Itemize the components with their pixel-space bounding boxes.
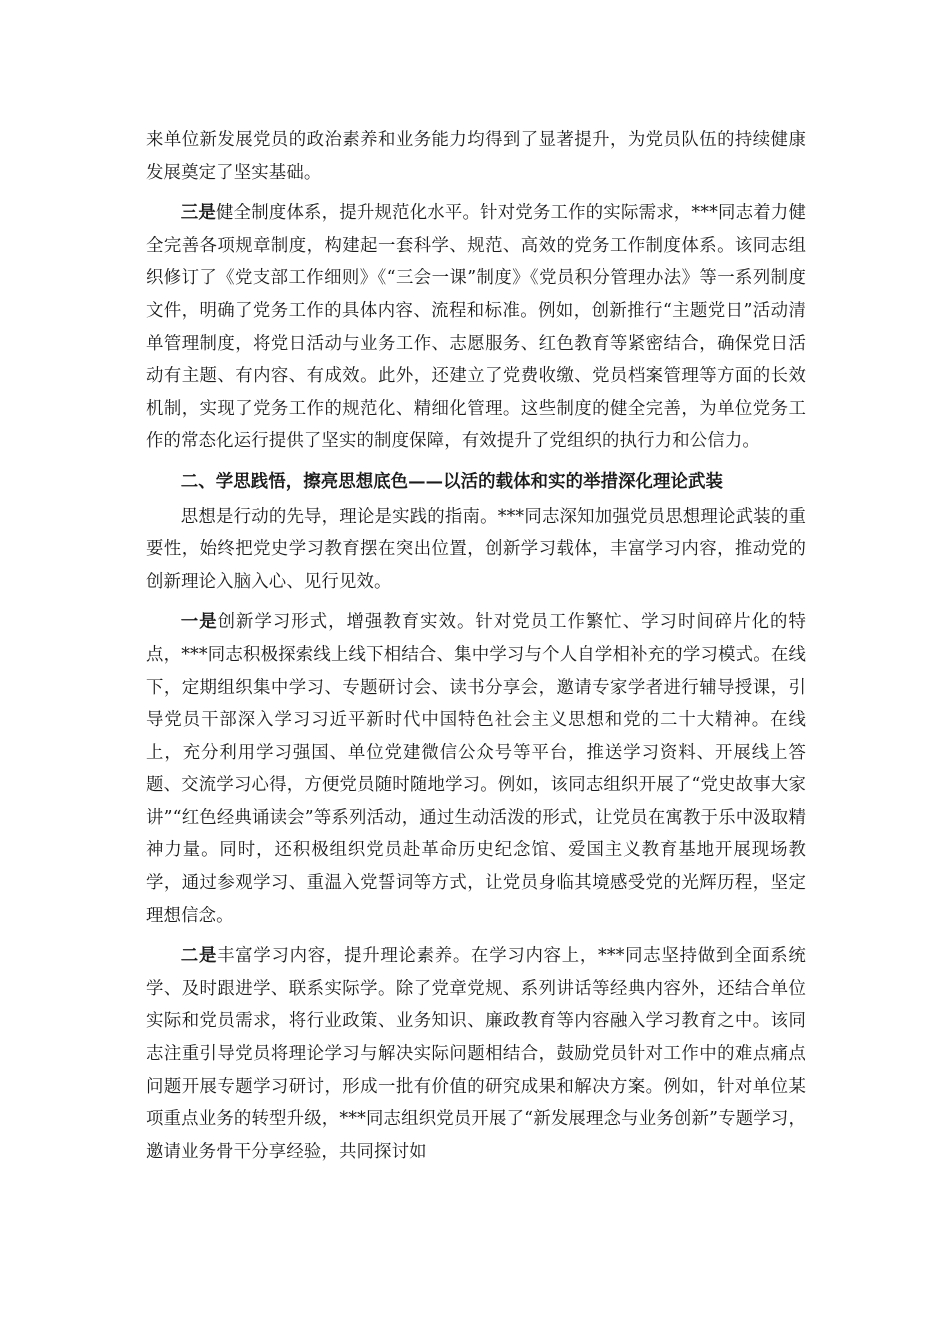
paragraph-intro: 思想是行动的先导，理论是实践的指南。***同志深知加强党员思想理论武装的重要性，始终把党史学习教育摆在突出位置，创新学习载体，丰富学习内容，推动党的创新理论入脑入心、见行见效。 <box>146 506 806 592</box>
paragraph-lead: 一是 <box>180 612 218 633</box>
paragraph-body: 健全制度体系，提升规范化水平。针对党务工作的实际需求，***同志着力健全完善各项规章制度，构建起一套科学、规范、高效的党务工作制度体系。该同志组织修订了《党支部工作细则》《“三会一课”制度》《党员积分管理办法》等一系列制度文件，明确了党务工作的具体内容、流程和标准。例如，创新推行“主题党日”活动清单管理制度，将党日活动与业务工作、志愿服务、红色教育等紧密结合，确保党日活动有主题、有内容、有成效。此外，还建立了党费收缴、党员档案管理等方面的长效机制，实现了党务工作的规范化、精细化管理。这些制度的健全完善，为单位党务工作的常态化运行提供了坚实的制度保障，有效提升了党组织的执行力和公信力。 <box>146 203 806 452</box>
paragraph-learning-forms <box>146 606 806 932</box>
paragraph-continuation: 来单位新发展党员的政治素养和业务能力均得到了显著提升，为党员队伍的持续健康发展奠定了坚实基础。 <box>146 130 806 183</box>
paragraph-lead: 三是 <box>180 203 217 224</box>
paragraph-body: 创新学习形式，增强教育实效。针对党员工作繁忙、学习时间碎片化的特点，***同志积极探索线上线下相结合、集中学习与个人自学相补充的学习模式。在线下，定期组织集中学习、专题研讨会、读书分享会，邀请专家学者进行辅导授课，引导党员干部深入学习习近平新时代中国特色社会主义思想和党的二十大精神。在线上，充分利用学习强国、单位党建微信公众号等平台，推送学习资料、开展线上答题、交流学习心得，方便党员随时随地学习。例如，该同志组织开展了“党史故事大家讲”“红色经典诵读会”等系列活动，通过生动活泼的形式，让党员在寓教于乐中汲取精神力量。同时，还积极组织党员赴革命历史纪念馆、爱国主义教育基地开展现场教学，通过参观学习、重温入党誓词等方式，让党员身临其境感受党的光辉历程，坚定理想信念。 <box>146 612 806 926</box>
paragraph-learning-content <box>146 940 806 1168</box>
paragraph-system-building <box>146 197 806 458</box>
paragraph-lead: 二是 <box>180 946 218 967</box>
paragraph-body: 丰富学习内容，提升理论素养。在学习内容上，***同志坚持做到全面系统学、及时跟进学、联系实际学。除了党章党规、系列讲话等经典内容外，还结合单位实际和党员需求，将行业政策、业务知识、廉政教育等内容融入学习教育之中。该同志注重引导党员将理论学习与解决实际问题相结合，鼓励党员针对工作中的难点痛点问题开展专题学习研讨，形成一批有价值的研究成果和解决方案。例如，针对单位某项重点业务的转型升级，***同志组织党员开展了“新发展理念与业务创新”专题学习，邀请业务骨干分享经验，共同探讨如 <box>146 946 806 1162</box>
section-heading: 二、学思践悟，擦亮思想底色——以活的载体和实的举措深化理论武装 <box>180 471 724 492</box>
document-page <box>146 124 806 1170</box>
